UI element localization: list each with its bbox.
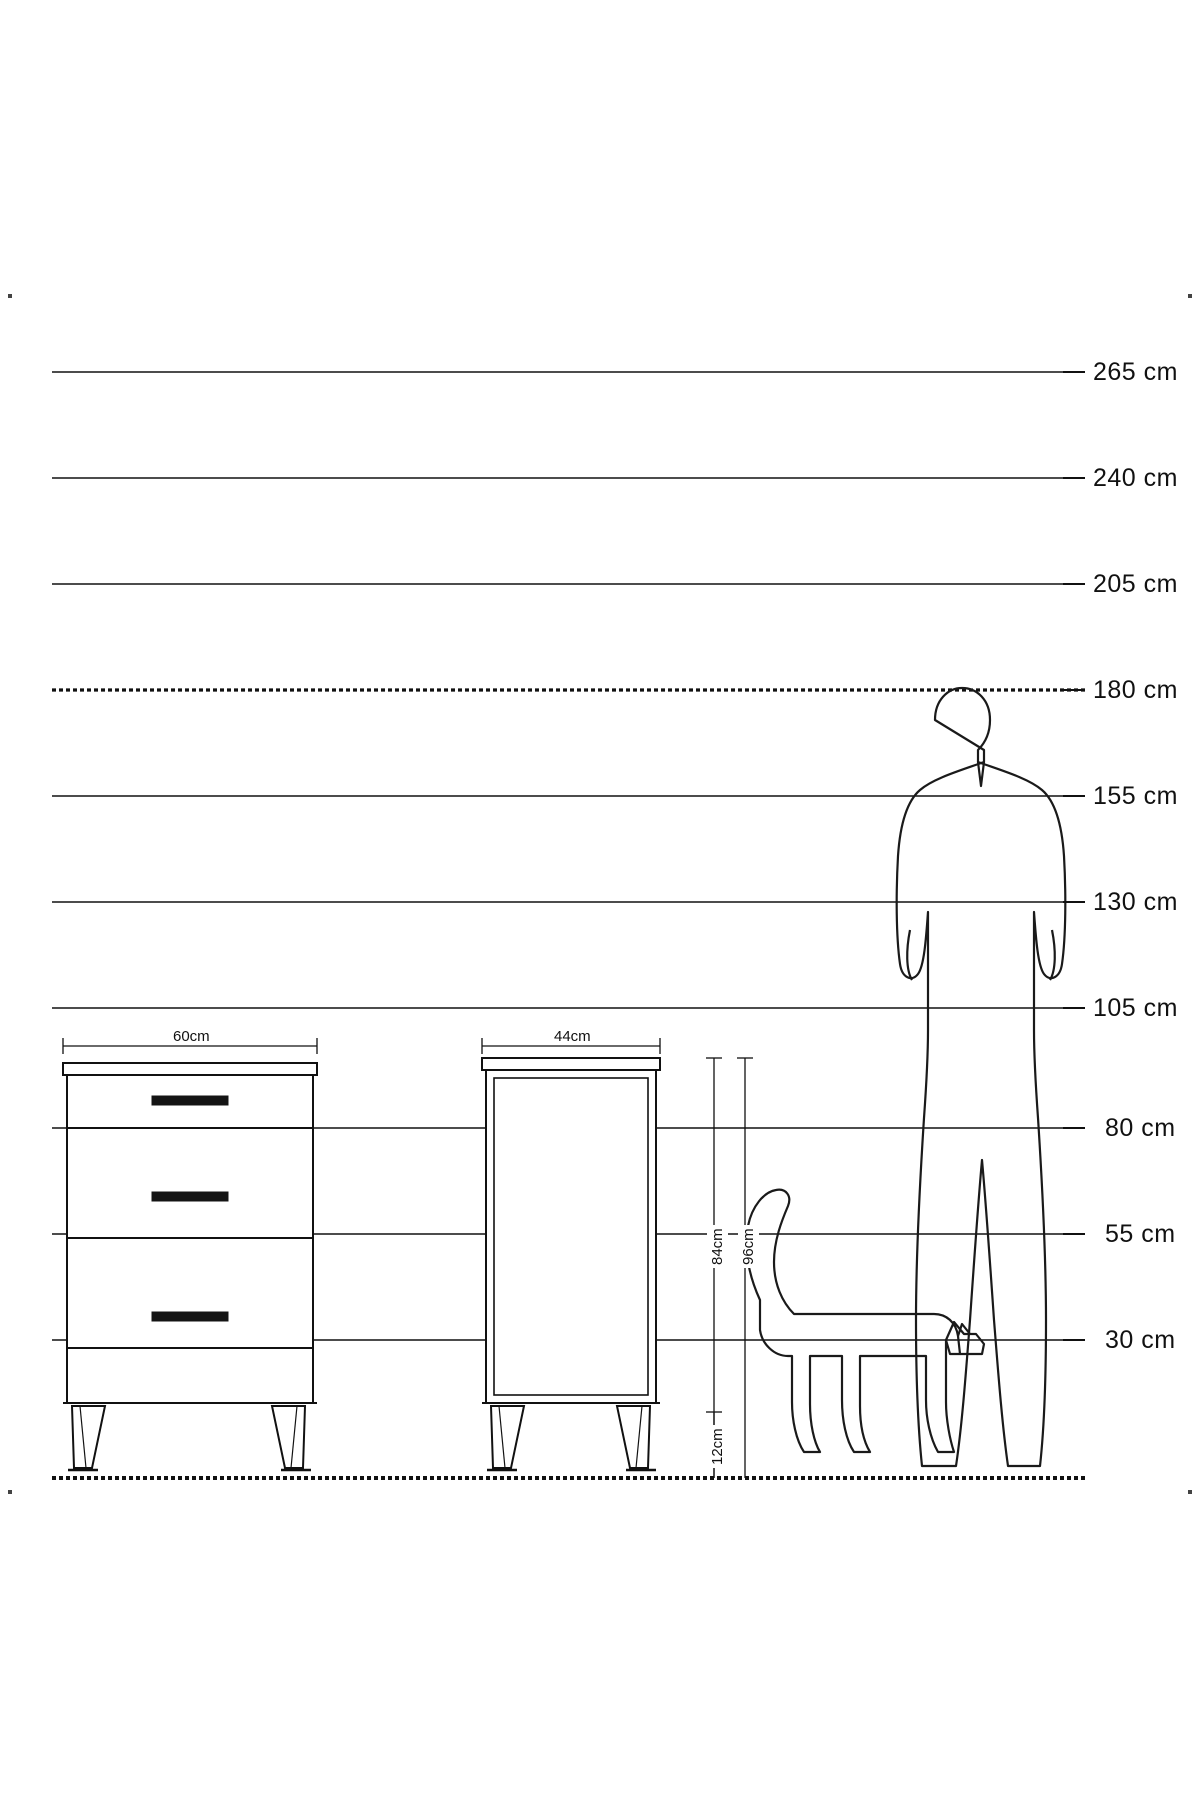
dimension-label-12cm: 12cm: [707, 1425, 728, 1468]
chest-handle-3: [152, 1312, 228, 1321]
registration-dot-top-left: [8, 294, 12, 298]
registration-dot-bottom-left: [8, 1490, 12, 1494]
scale-label-80: 80 cm: [1105, 1114, 1176, 1142]
scale-label-180: 180 cm: [1093, 676, 1178, 704]
cabinet-door-panel: [494, 1078, 648, 1395]
cabinet-top-panel: [482, 1058, 660, 1070]
human-left-hand-detail: [907, 930, 912, 980]
dimension-label-60cm: 60cm: [167, 1028, 216, 1045]
scale-label-105: 105 cm: [1093, 994, 1178, 1022]
scale-label-240: 240 cm: [1093, 464, 1178, 492]
three-drawer-chest: [63, 1063, 317, 1470]
chest-leg-left: [72, 1406, 105, 1468]
chest-top-panel: [63, 1063, 317, 1075]
scale-label-155: 155 cm: [1093, 782, 1178, 810]
chest-leg-right: [272, 1406, 305, 1468]
height-dimension-group: [706, 1058, 753, 1478]
scale-label-30: 30 cm: [1105, 1326, 1176, 1354]
human-silhouette: [897, 688, 1066, 1466]
narrow-cabinet: [482, 1058, 660, 1470]
scale-label-265: 265 cm: [1093, 358, 1178, 386]
cabinet-leg-right: [617, 1406, 650, 1468]
human-collar-detail: [978, 762, 984, 786]
scale-label-205: 205 cm: [1093, 570, 1178, 598]
dimension-label-44cm: 44cm: [548, 1028, 597, 1045]
scale-label-55: 55 cm: [1105, 1220, 1176, 1248]
registration-dot-top-right: [1188, 294, 1192, 298]
scale-label-130: 130 cm: [1093, 888, 1178, 916]
human-right-hand-detail: [1050, 930, 1055, 980]
chest-handle-1: [152, 1096, 228, 1105]
cat-body-outline: [747, 1190, 961, 1452]
dimension-label-96cm: 96cm: [738, 1225, 759, 1268]
dimension-label-84cm: 84cm: [707, 1225, 728, 1268]
label-tick-group: [1063, 372, 1085, 1340]
chest-handle-2: [152, 1192, 228, 1201]
cat-silhouette: [747, 1190, 985, 1452]
cabinet-leg-left: [491, 1406, 524, 1468]
human-body-outline: [897, 688, 1066, 1466]
registration-dot-bottom-right: [1188, 1490, 1192, 1494]
